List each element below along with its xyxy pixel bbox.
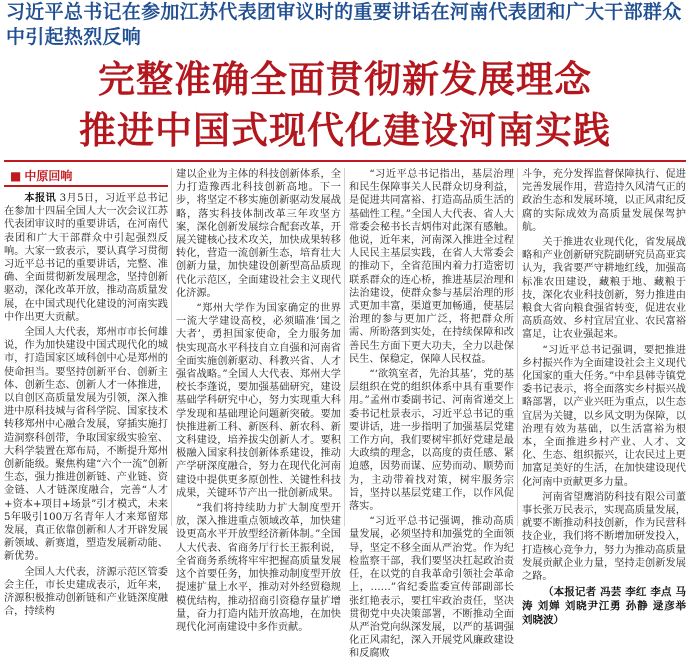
headline (0, 54, 690, 156)
reporter-byline: （本报记者 冯芸 李红 李点 马涛 刘婵 刘晓尹江勇 孙静 逯彦举 刘晓波） (522, 586, 686, 627)
paragraph: 全国人大代表，郑州市市长何雄说，作为加快建设中国式现代化的城市，打造国家区域科创中心是郑州的使命担当。要坚持创新平台、创新主体、创新生态、创新人才一体推进，以自创区高质量发展为引领，深入推进中原科技城与省科学院、国家技术转移郑州中心融合发展，穿插实施打造洞察科创带，争取国家级实验室、大科学装置在郑布局，不断提升郑州创新能级。聚焦构建“六个一流”创新生态，强力推进创新链、产业链、资金链、人才链深度融合，完善“人才+资本+项目+场景”引才模式，未来5年吸引100万名青年人才来郑留郑发展，真正依靠创新和人才开辟发展新领域、新赛道，塑造发展新动能、新优势。 (4, 327, 168, 563)
paragraph: “习近平总书记强调，要把推进乡村振兴作为全面建设社会主义现代化国家的重大任务。”中牟县韩寺镇党委书记表示，将全面落实乡村振兴战略部署，以产业兴旺为重点，以生态宜居为关键，以乡风文明为保障，以治理有效为基础，以生活富裕为根本，全面推进乡村产业、人才、文化、生态、组织振兴，让农民过上更加富足美好的生活，在加快建设现代化河南中贡献更多力量。 (522, 344, 686, 488)
article-column-1 (4, 168, 168, 618)
kicker-subtitle: 习近平总书记在参加江苏代表团审议时的重要讲话在河南代表团和广大干部群众中引起热烈反响 (6, 1, 682, 48)
article-column-3 (349, 168, 514, 660)
paragraph-text: 3月5日，习近平总书记在参加十四届全国人大一次会议江苏代表团审议时的重要讲话，在河南代表团和广大干部群众中引起强烈反响。大家一致表示，要认真学习贯彻习近平总书记的重要讲话，完整、准确、全面贯彻新发展理念，坚持创新驱动，深化改革开放，推动高质量发展，在中国式现代化建设的河南实践中作出更大贡献。 (4, 193, 168, 323)
section-marker-icon: ■ (10, 169, 22, 183)
column-divider (344, 168, 345, 526)
section-header (4, 168, 168, 187)
paragraph: 全国人大代表，济源示范区管委会主任，市长史建成表示，近年来，济源积极推动创新链和产业链深度融合，持续构 (4, 566, 168, 618)
paragraph: “习近平总书记强调，推动高质量发展，必须坚持和加强党的全面领导，坚定不移全面从严治党。作为纪检监察干部，我们要坚决扛起政治责任，在以党的自我革命引领社会革命上，……”省纪委监委宣传部副部长张红艳表示，要扛牢政治责任，坚决贯彻党中央决策部署，不断推动全面从严治党向纵深发展，以严的基调强化正风肃纪，深入开展党风廉政建设和反腐败 (349, 516, 514, 660)
headline-rule (4, 160, 686, 162)
column-divider (171, 168, 172, 526)
paragraph (4, 192, 168, 324)
column-divider (517, 168, 518, 526)
paragraph: “我们将持续助力扩大制度型开放，深入推进重点领域改革，加快建设更高水平开放型经济新体制。”全国人大代表、省商务厅行长王振利说，全省商务系统将牢牢把握高质量发展这个首要任务，加快推动制度型开放提速扩量上水平，推动对外经贸稳规模优结构，推动招商引资稳存量扩增量，奋力打造内陆开放高地，在加快现代化河南建设中多作贡献。 (176, 503, 341, 633)
paragraph: “习近平总书记指出，基层治理和民生保障事关人民群众切身利益，是促进共同富裕、打造高品质生活的基础性工程。”全国人大代表、省人大常委会秘书长吉炳伟对此深有感触。他说，近年来，河南深入推进全过程人民民主基层实践，在省人大常委会的推动下，全省范围内着力打造密切联系群众的连心桥，推进基层治理和法治建设，使群众参与基层治理的形式更加丰富，渠道更加畅通，使基层治理的参与更加广泛，将把群众所需、所盼落到实处，在持续保障和改善民生方面下更大功夫，全力以赴保民生、保稳定，保障人民权益。 (349, 169, 514, 365)
lead-tag: 本报讯 (24, 193, 57, 204)
paragraph: 建以企业为主体的科技创新体系，全力打造豫西北科技创新高地。下一步，将坚定不移实施创新驱动发展战略，落实科技体制改革三年攻坚方案，深化创新发展综合配套改革，开展关键核心技术攻关，加快成果转移转化，营造一流创新生态，培育壮大创新力量，加快建设创新型高品质现代化示范区，全面建设社会主义现代化济源。 (176, 169, 341, 299)
paragraph: 斗争，充分发挥监督保障执行、促进完善发展作用，营造持久风清气正的政治生态和发展环境，以正风肃纪反腐的实际成效为高质量发展保驾护航。 (522, 169, 686, 233)
article-column-2 (176, 168, 341, 633)
section-label-text: 中原回响 (24, 169, 73, 183)
paragraph: “‘欲筑室者，先治其基’，党的基层组织在党的组织体系中具有重要作用。”孟州市委副书记、河南省递交上委书记杜景表示，习近平总书记的重要讲话，进一步指明了加强基层党建工作方向，我们要树牢抓好党建是最大政绩的理念，以高度的责任感、紧迫感，因势而谋、应势而动、顺势而为，主动带着找对策，树牢服务宗旨，坚持以基层党建工作，以作风促落实。 (349, 369, 514, 513)
section-label (4, 168, 80, 185)
paragraph: 关于推进农业现代化，省发展战略和产业创新研究院副研究员高亚宾认为，我省要严守耕地红线，加强高标准农田建设，藏粮于地、藏粮于技，深化农业科技创新，努力推进由粮食大省向粮食强省转变，促进农业高质高效、乡村宜居宜业、农民富裕富足，让农业强起来。 (522, 237, 686, 341)
paragraph: 河南省望鹰消防科技有限公司董事长张万民表示，实现高质量发展，就要不断推动科技创新，作为民营科技企业，我们将不断增加研发投入，打造核心竞争力，努力为推动高质量发展贡献企业力量，坚持走创新发展之路。 (522, 491, 686, 583)
headline-line-2: 推进中国式现代化建设河南实践 (79, 109, 611, 152)
headline-line-1: 完整准确全面贯彻新发展理念 (98, 58, 592, 101)
article-column-4 (522, 168, 686, 627)
paragraph: “郑州大学作为国家确定的世界一流大学建设高校，必须瞄准‘国之大者’，勇担国家使命，全力服务加快实现高水平科技自立自强和河南省全面实施创新驱动、科教兴省、人才强省战略。”全国人大代表、郑州大学校长李蓬说，要加强基础研究，建设基础学科研究中心，努力实现重大科学发现和基础理论问题新突破。要加快推进新工科、新医科、新农科、新文科建设，培养拔尖创新人才。要积极融入国家科技创新体系建设，推动产学研深度融合，努力在现代化河南建设中提供更多原创性、关键性科技成果，关键环节产出一批创新成果。 (176, 303, 341, 499)
